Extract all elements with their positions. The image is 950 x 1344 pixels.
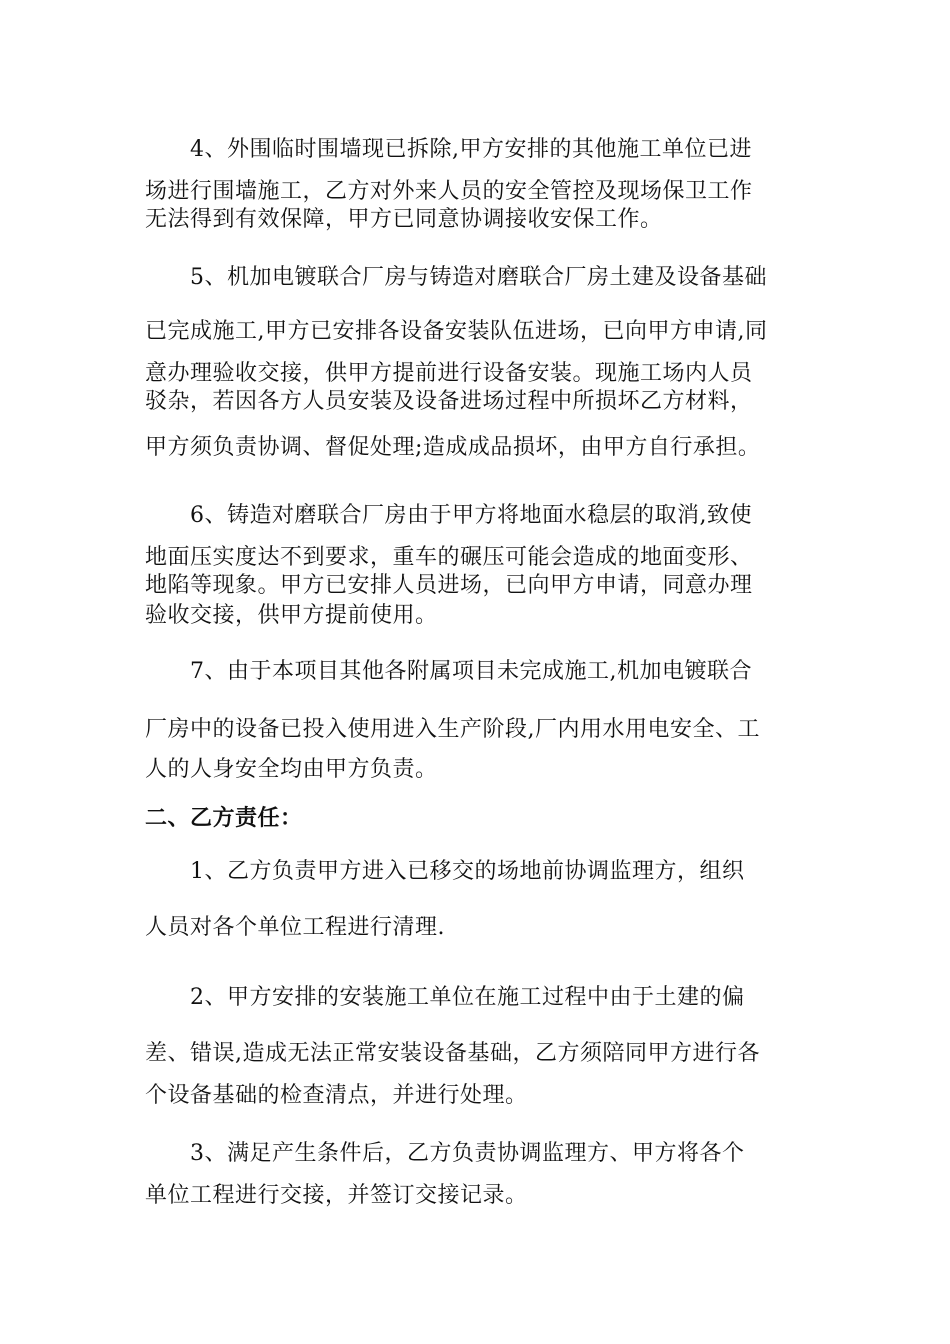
para-4-line-3: 无法得到有效保障，甲方已同意协调接收安保工作。 [145, 207, 663, 232]
para-5-line-4: 驳杂，若因各方人员安装及设备进场过程中所损坏乙方材料， [145, 389, 753, 414]
para-6-line-2: 地面压实度达不到要求，重车的碾压可能会造成的地面变形、 [145, 545, 753, 570]
item-3-line-1: 3、满足产生条件后，乙方负责协调监理方、甲方将各个 [190, 1141, 745, 1166]
para-7-line-2: 厂房中的设备已投入使用进入生产阶段,厂内用水用电安全、工 [145, 717, 760, 742]
para-5-line-2: 已完成施工,甲方已安排各设备安装队伍进场，已向甲方申请,同 [145, 319, 768, 344]
para-6-line-4: 验收交接，供甲方提前使用。 [145, 603, 438, 628]
para-5-line-3: 意办理验收交接，供甲方提前进行设备安装。现施工场内人员 [145, 361, 753, 386]
para-5-line-5: 甲方须负责协调、督促处理;造成成品损坏，由甲方自行承担。 [145, 435, 761, 460]
para-7-line-1: 7、由于本项目其他各附属项目未完成施工,机加电镀联合 [190, 659, 752, 684]
para-6-line-1: 6、铸造对磨联合厂房由于甲方将地面水稳层的取消,致使 [190, 503, 752, 528]
section-heading: 二、乙方责任： [145, 805, 303, 831]
item-2-line-2: 差、错误,造成无法正常安装设备基础，乙方须陪同甲方进行各 [145, 1041, 760, 1066]
para-7-line-3: 人的人身安全均由甲方负责。 [145, 757, 438, 782]
item-1-line-1: 1、乙方负责甲方进入已移交的场地前协调监理方，组织 [190, 859, 745, 884]
item-2-line-1: 2、甲方安排的安装施工单位在施工过程中由于土建的偏 [190, 985, 745, 1010]
item-2-line-3: 个设备基础的检查清点，并进行处理。 [145, 1083, 528, 1108]
para-6-line-3: 地陷等现象。甲方已安排人员进场，已向甲方申请，同意办理 [145, 573, 753, 598]
item-1-line-2: 人员对各个单位工程进行清理. [145, 915, 445, 940]
para-4-line-1: 4、外围临时围墙现已拆除,甲方安排的其他施工单位已进 [190, 137, 752, 162]
para-4-line-2: 场进行围墙施工，乙方对外来人员的安全管控及现场保卫工作 [145, 179, 753, 204]
item-3-line-2: 单位工程进行交接，并签订交接记录。 [145, 1183, 528, 1208]
para-5-line-1: 5、机加电镀联合厂房与铸造对磨联合厂房土建及设备基础 [190, 265, 767, 290]
